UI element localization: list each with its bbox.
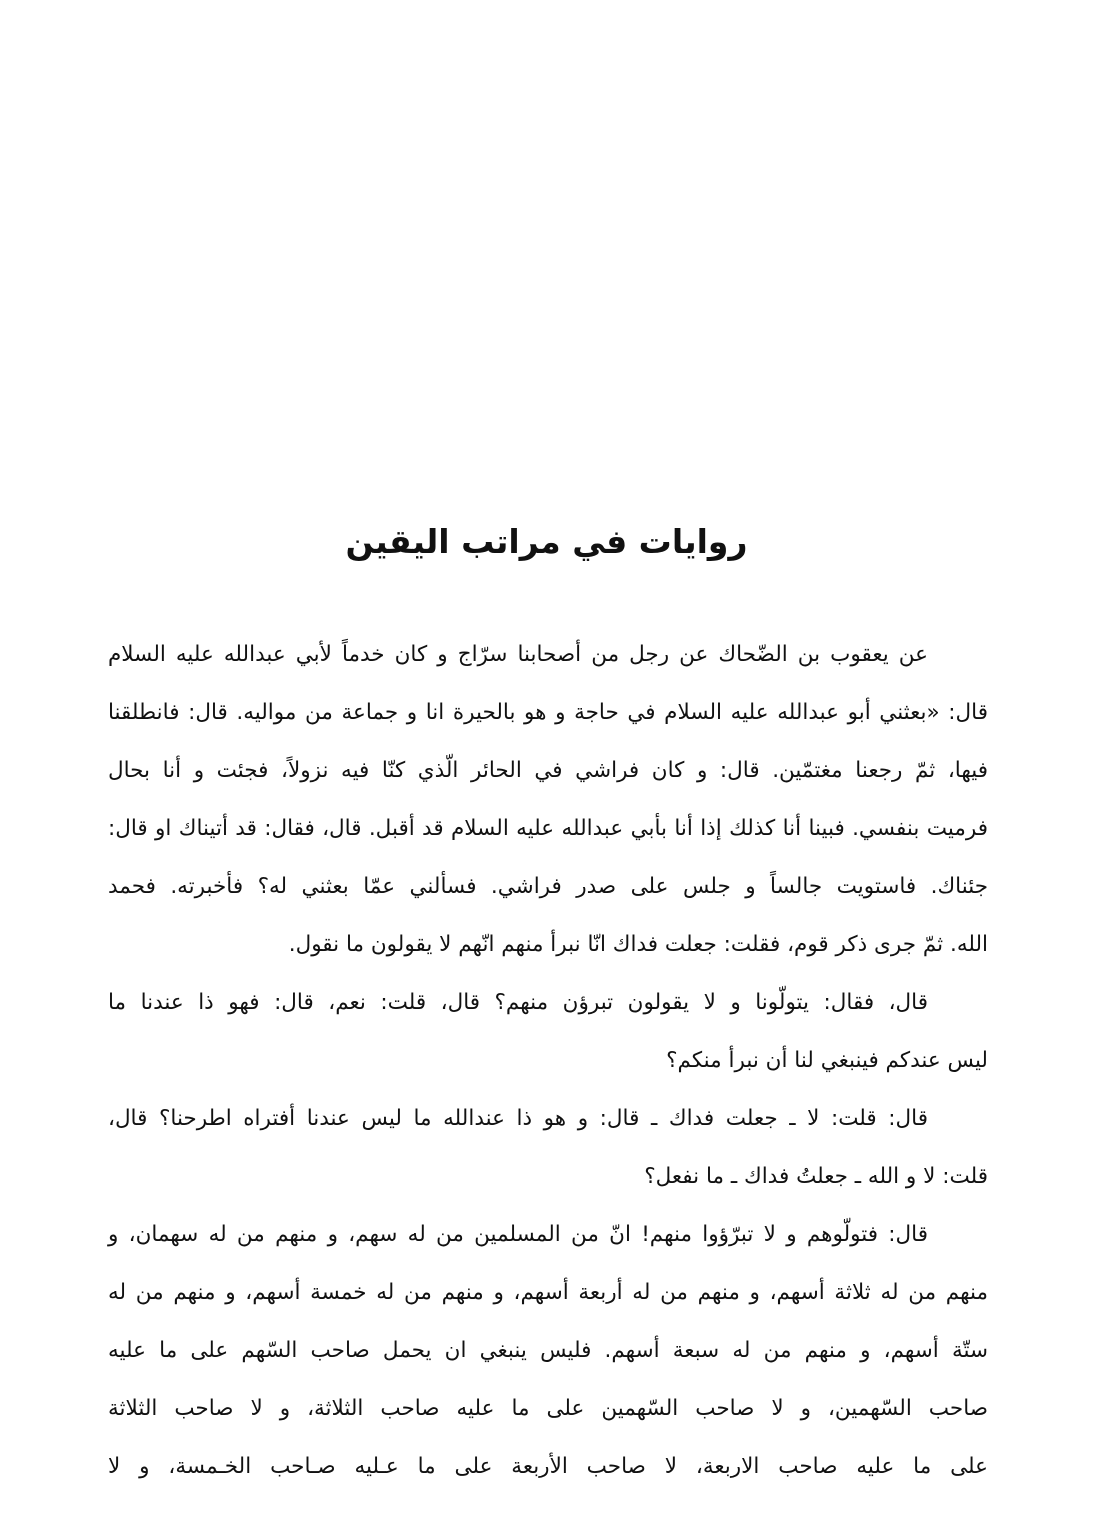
text-line: عن يعقوب بن الضّحاك عن رجل من أصحابنا سرّاج و كان خدماً لأبي عبدالله عليه السلام [108,642,928,667]
paragraph-4 [108,1206,988,1496]
text-line: قال: قلت: لا ـ جعلت فداك ـ قال: و هو ذا عندالله ما ليس عندنا أفتراه اطرحنا؟ قال، [108,1106,928,1131]
paragraph-3 [108,1090,988,1206]
page-title: روايات في مراتب اليقين [345,522,748,561]
text-line: الله. ثمّ جرى ذكر قوم، فقلت: جعلت فداك انّا نبرأ منهم انّهم لا يقولون ما نقول. [288,932,988,957]
text-line: قال: «بعثني أبو عبدالله عليه السلام في حاجة و هو بالحيرة انا و جماعة من مواليه. قال: فانطلقنا [108,700,988,725]
text-line: ستّة أسهم، و منهم من له سبعة أسهم. فليس ينبغي ان يحمل صاحب السّهم على ما عليه [108,1338,988,1363]
text-line: قال، فقال: يتولّونا و لا يقولون تبرؤن منهم؟ قال، قلت: نعم، قال: فهو ذا عندنا ما [108,990,928,1015]
body-text [108,626,988,1496]
paragraph-2 [108,974,988,1090]
text-line: على ما عليه صاحب الاربعة، لا صاحب الأربعة على ما عـليه صـاحب الخـمسة، و لا [108,1454,988,1479]
text-line: منهم من له ثلاثة أسهم، و منهم من له أربعة أسهم، و منهم من له خمسة أسهم، و منهم من له [108,1280,988,1305]
text-line: قال: فتولّوهم و لا تبرّؤوا منهم! انّ من المسلمين من له سهم، و منهم من له سهمان، و [108,1222,928,1247]
text-line: جئناك. فاستويت جالساً و جلس على صدر فراشي. فسألني عمّا بعثني له؟ فأخبرته. فحمد [108,874,988,899]
text-line: فيها، ثمّ رجعنا مغتمّين. قال: و كان فراشي في الحائر الّذي كنّا فيه نزولاً، فجئت و أنا بحال [108,758,988,783]
text-line: ليس عندكم فينبغي لنا أن نبرأ منكم؟ [666,1048,988,1073]
text-line: فرميت بنفسي. فبينا أنا كذلك إذا أنا بأبي عبدالله عليه السلام قد أقبل. قال، فقال: قد أتيناك او قال: [108,816,988,841]
paragraph-1 [108,626,988,974]
text-line: قلت: لا و الله ـ جعلتُ فداك ـ ما نفعل؟ [644,1164,988,1189]
text-line: صاحب السّهمين، و لا صاحب السّهمين على ما عليه صاحب الثلاثة، و لا صاحب الثلاثة [108,1396,988,1421]
